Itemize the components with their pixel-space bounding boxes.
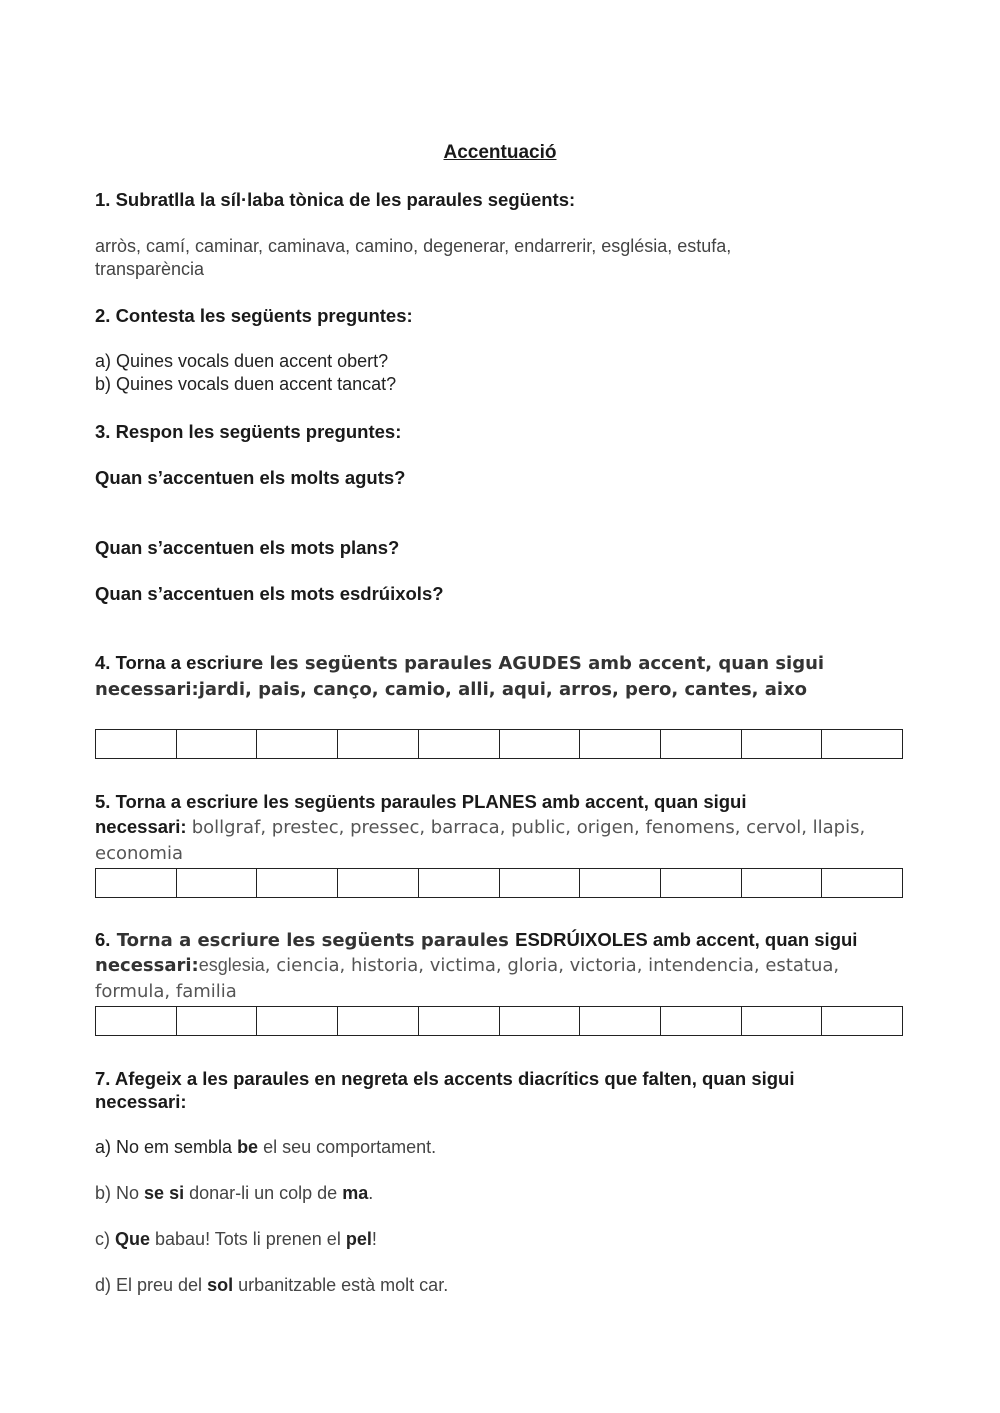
q7-sentence-d (95, 1275, 448, 1296)
q7-b-bold-word-1: se (144, 1183, 165, 1203)
answer-cell[interactable] (742, 1007, 823, 1035)
answer-cell[interactable] (742, 869, 823, 897)
q7-b-text: b) No (95, 1183, 145, 1203)
answer-cell[interactable] (822, 730, 902, 758)
answer-cell[interactable] (419, 869, 500, 897)
answer-cell[interactable] (177, 730, 258, 758)
q6-first-word: esglesia (198, 955, 265, 975)
q7-b-bold-word-2: si (169, 1183, 185, 1203)
q7-heading-line1: 7. Afegeix a les paraules en negreta els accents diacrítics que falten, quan sigui (95, 1068, 795, 1089)
answer-cell[interactable] (338, 730, 419, 758)
answer-cell[interactable] (500, 1007, 581, 1035)
answer-cell[interactable] (96, 730, 177, 758)
q6-heading-part1: Torna a escriure les següents paraules (110, 930, 516, 951)
q7-d-text-end: urbanitzable està molt car. (233, 1275, 449, 1295)
q4-necessari-label: necessari: (95, 679, 199, 700)
q4-word-list: jardi, pais, canço, camio, alli, aqui, arros, pero, cantes, aixo (198, 679, 808, 700)
q7-c-text: c) (95, 1229, 115, 1249)
q5-heading-line2 (95, 816, 865, 838)
answer-cell[interactable] (257, 730, 338, 758)
q5-word-list-cont: economia (95, 843, 183, 864)
q3-question-plans: Quan s’accentuen els mots plans? (95, 537, 400, 558)
q7-d-text: d) El preu del (95, 1275, 208, 1295)
answer-cell[interactable] (177, 1007, 258, 1035)
q3-question-esdruixols: Quan s’accentuen els mots esdrúixols? (95, 583, 444, 604)
answer-cell[interactable] (419, 1007, 500, 1035)
q1-words-line1: arròs, camí, caminar, caminava, camino, degenerar, endarrerir, església, estufa, (95, 236, 732, 256)
answer-cell[interactable] (580, 1007, 661, 1035)
answer-cell[interactable] (257, 869, 338, 897)
q6-heading-line1 (95, 929, 857, 951)
answer-cell[interactable] (338, 869, 419, 897)
answer-cell[interactable] (580, 730, 661, 758)
answer-cell[interactable] (822, 1007, 902, 1035)
q7-a-text-end: el seu comportament. (258, 1137, 437, 1157)
q2-question-b: b) Quines vocals duen accent tancat? (95, 374, 397, 394)
page-title: Accentuació (443, 142, 557, 163)
q7-heading-line2: necessari: (95, 1091, 187, 1112)
q2-question-a: a) Quines vocals duen accent obert? (95, 351, 389, 371)
answer-cell[interactable] (96, 1007, 177, 1035)
q5-answer-grid (95, 868, 903, 898)
q6-necessari-label: necessari: (95, 955, 199, 976)
q7-b-bold-word-3: ma (342, 1183, 369, 1203)
q7-b-text-end: . (368, 1183, 374, 1203)
answer-cell[interactable] (661, 730, 742, 758)
q7-a-bold-word: be (237, 1137, 259, 1157)
q5-word-list: bollgraf, prestec, pressec, barraca, public, origen, fenomens, cervol, llapis, (191, 817, 866, 838)
q6-heading-part2: ESDRÚIXOLES amb accent, quan sigui (515, 929, 858, 950)
answer-cell[interactable] (96, 869, 177, 897)
q7-c-bold-word-1: Que (115, 1229, 151, 1249)
q1-words-line2: transparència (95, 259, 205, 279)
q7-d-bold-word: sol (207, 1275, 234, 1295)
q7-sentence-b (95, 1183, 373, 1204)
q2-heading: 2. Contesta les següents preguntes: (95, 305, 413, 326)
q4-heading-part1: 4. Torna a escri (95, 652, 230, 673)
answer-cell[interactable] (661, 869, 742, 897)
q4-heading-line2 (95, 678, 807, 700)
q5-necessari-label: necessari: (95, 816, 192, 837)
q7-sentence-c (95, 1229, 377, 1250)
answer-cell[interactable] (822, 869, 902, 897)
answer-cell[interactable] (742, 730, 823, 758)
q5-heading-line1: 5. Torna a escriure les següents paraules PLANES amb accent, quan sigui (95, 791, 747, 812)
q7-c-bold-word-2: pel (345, 1229, 372, 1249)
answer-cell[interactable] (580, 869, 661, 897)
answer-cell[interactable] (177, 869, 258, 897)
q6-word-list: , ciencia, historia, victima, gloria, victoria, intendencia, estatua, (264, 955, 840, 976)
q6-answer-grid (95, 1006, 903, 1036)
q3-question-aguts: Quan s’accentuen els molts aguts? (95, 467, 406, 488)
q7-c-text-mid: babau! Tots li prenen el (150, 1229, 346, 1249)
answer-cell[interactable] (500, 869, 581, 897)
q4-answer-grid (95, 729, 903, 759)
q4-heading-line1 (95, 652, 824, 674)
q6-word-list-cont: formula, familia (95, 981, 237, 1002)
q7-c-text-end: ! (371, 1229, 377, 1249)
q7-sentence-a (95, 1137, 436, 1158)
answer-cell[interactable] (338, 1007, 419, 1035)
q1-heading: 1. Subratlla la síl·laba tònica de les paraules següents: (95, 189, 576, 210)
q7-b-text-mid: donar-li un colp de (184, 1183, 343, 1203)
answer-cell[interactable] (661, 1007, 742, 1035)
q6-heading-line2 (95, 954, 839, 976)
q7-a-text: a) No em sembla (95, 1137, 238, 1157)
answer-cell[interactable] (500, 730, 581, 758)
answer-cell[interactable] (419, 730, 500, 758)
q3-heading: 3. Respon les següents preguntes: (95, 421, 402, 442)
q4-heading-part2: ure les següents paraules AGUDES amb accent, quan sigui (229, 653, 825, 674)
answer-cell[interactable] (257, 1007, 338, 1035)
q6-number: 6. (95, 929, 111, 950)
